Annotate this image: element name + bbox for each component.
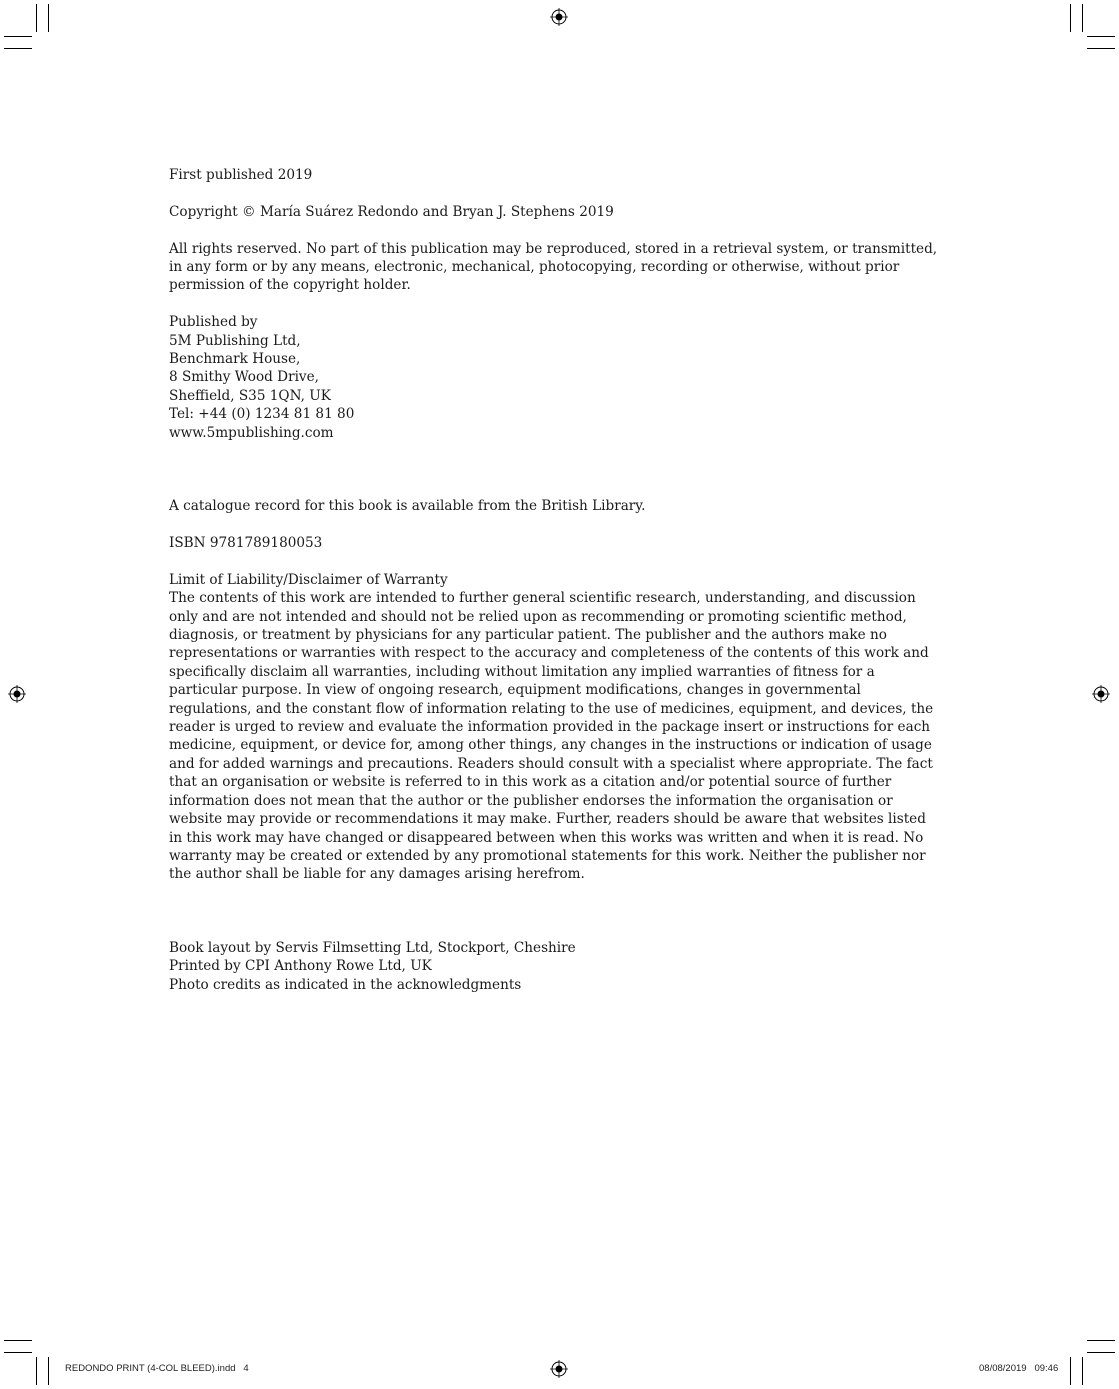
registration-mark-icon (1092, 685, 1110, 703)
publisher-line: Tel: +44 (0) 1234 81 81 80 (169, 406, 355, 423)
registration-mark-icon (8, 685, 26, 703)
isbn: ISBN 9781789180053 (169, 535, 323, 552)
publisher-address (169, 313, 939, 442)
credit-line: Book layout by Servis Filmsetting Ltd, Stockport, Cheshire (169, 939, 576, 956)
crop-mark (1087, 48, 1115, 49)
imprint-text-block (169, 166, 939, 994)
crop-mark (48, 1357, 49, 1385)
crop-mark (36, 4, 37, 32)
crop-mark (4, 1352, 32, 1353)
production-credits (169, 939, 939, 994)
publisher-line: 8 Smithy Wood Drive, (169, 369, 319, 386)
crop-mark (48, 4, 49, 32)
credit-line: Photo credits as indicated in the acknowledgments (169, 976, 522, 993)
crop-mark (1087, 1340, 1115, 1341)
disclaimer-body: The contents of this work are intended to further general scientific research, understanding, and discussion only and are not intended and should not be relied upon as recommending or promoting scientific method, diagnosis, or treatment by physicians for any particular patient. The publisher and the authors make no representations or warranties with respect to the accuracy and completeness of the contents of this work and specifically disclaim all warranties, including without limitation any implied warranties of fitness for a particular purpose. In view of ongoing research, equipment modifications, changes in governmental regulations, and the constant flow of information relating to the use of medicines, equipment, and devices, the reader is urged to review and evaluate the information provided in the package insert or instructions for each medicine, equipment, or device for, among other things, any changes in the instructions or indication of usage and for added warnings and precautions. Readers should consult with a specialist where appropriate. The fact that an organisation or website is referred to in this work as a citation and/or potential source of further information does not mean that the author or the publisher endorses the information the organisation or website may provide or recommendations it may make. Further, readers should be aware that websites listed in this work may have changed or disappeared between when this works was written and when it is read. No warranty may be created or extended by any promotional statements for this work. Neither the publisher nor the author shall be liable for any damages arising herefrom. (169, 590, 934, 883)
first-published: First published 2019 (169, 167, 313, 183)
publisher-line: Sheffield, S35 1QN, UK (169, 387, 331, 404)
slug-filename: REDONDO PRINT (4-COL BLEED).indd 4 (65, 1363, 249, 1374)
slug-datetime: 08/08/2019 09:46 (979, 1363, 1059, 1374)
copyright-line: Copyright © María Suárez Redondo and Bryan J. Stephens 2019 (169, 203, 614, 220)
crop-mark (1070, 1357, 1071, 1385)
crop-mark (1087, 1352, 1115, 1353)
publisher-line: Benchmark House, (169, 351, 301, 368)
crop-mark (4, 48, 32, 49)
credit-line: Printed by CPI Anthony Rowe Ltd, UK (169, 958, 432, 975)
registration-mark-icon (550, 8, 568, 26)
crop-mark (1070, 4, 1071, 32)
registration-mark-icon (550, 1360, 568, 1378)
crop-mark (1082, 1357, 1083, 1385)
rights-statement: All rights reserved. No part of this publication may be reproduced, stored in a retrieval system, or transmitted, in any form or by any means, electronic, mechanical, photocopying, recording or otherwise, without prior permission of the copyright holder. (169, 240, 938, 294)
crop-mark (1082, 4, 1083, 32)
disclaimer-heading: Limit of Liability/Disclaimer of Warranty (169, 571, 448, 588)
crop-mark (4, 36, 32, 37)
publisher-website: www.5mpublishing.com (169, 424, 334, 441)
publisher-line: Published by (169, 314, 258, 331)
crop-mark (36, 1357, 37, 1385)
crop-mark (4, 1340, 32, 1341)
publisher-line: 5M Publishing Ltd, (169, 332, 301, 349)
crop-mark (1087, 36, 1115, 37)
catalogue-record: A catalogue record for this book is available from the British Library. (169, 498, 646, 515)
